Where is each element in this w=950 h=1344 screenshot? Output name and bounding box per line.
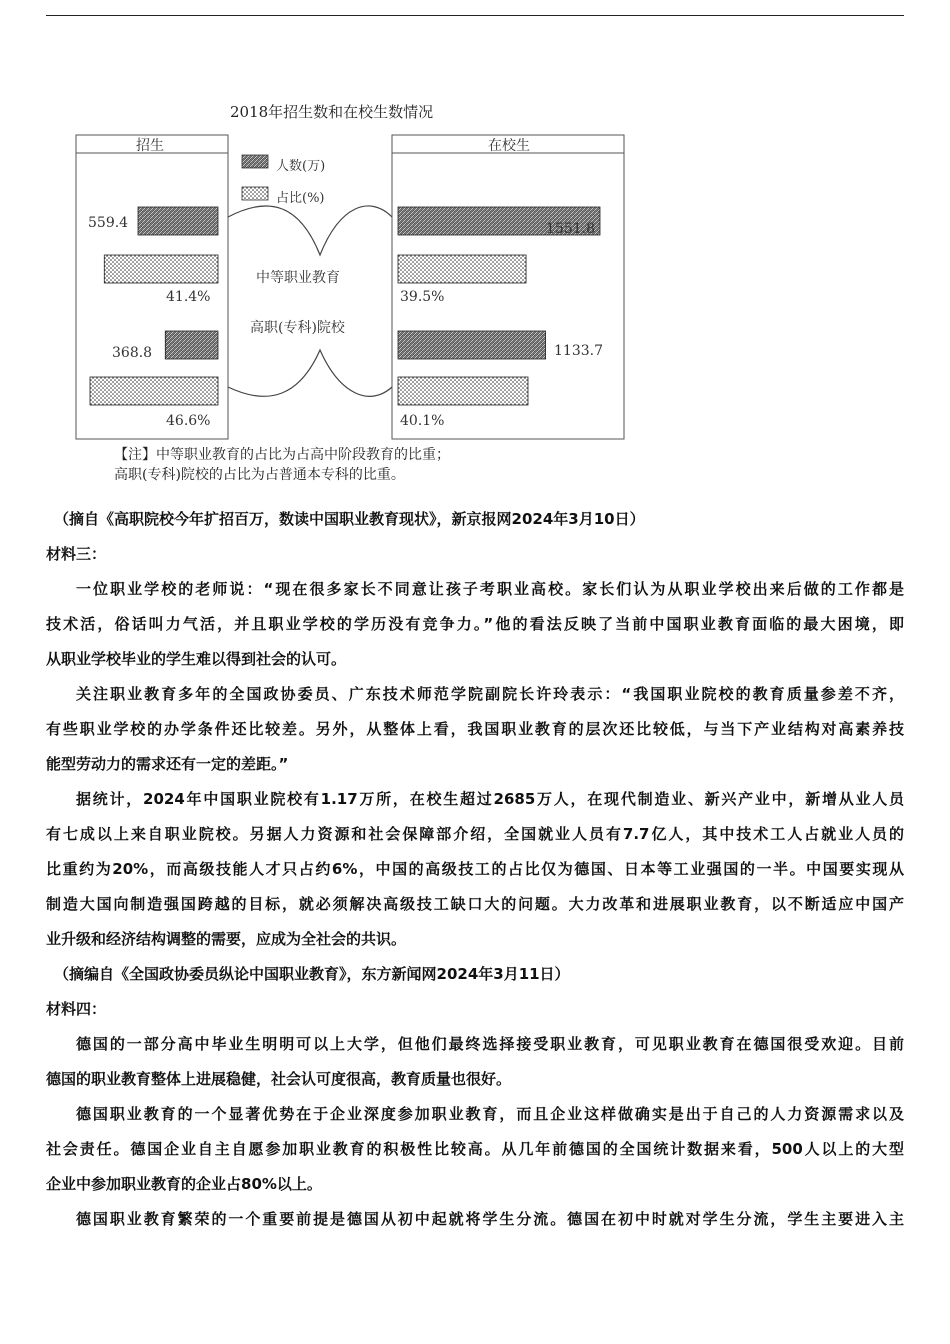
paragraph-line: 企业中参加职业教育的企业占80%以上。 <box>46 1175 322 1193</box>
data-label-student-pct-2: 40.1% <box>400 413 445 429</box>
legend-swatch-count <box>242 155 268 168</box>
bar-student-count-2 <box>398 331 546 359</box>
bar-student-pct-1 <box>398 255 526 283</box>
paragraph-line: 关注职业教育多年的全国政协委员、广东技术师范学院副院长许玲表示：“我国职业院校的教育质量参差不齐， <box>76 685 904 703</box>
bar-enroll-count-2 <box>165 331 218 359</box>
bar-enroll-pct-1 <box>104 255 218 283</box>
paragraph-line: 有些职业学校的办学条件还比较差。另外，从整体上看，我国职业教育的层次还比较低，与当下产业结构对高素养技 <box>46 720 904 738</box>
data-label-student-pct-1: 39.5% <box>400 289 445 305</box>
paragraph-line: 技术活，俗话叫力气活，并且职业学校的学历没有竞争力。”他的看法反映了当前中国职业教育面临的最大困境，即 <box>46 615 904 633</box>
paragraph-line: 从职业学校毕业的学生难以得到社会的认可。 <box>46 650 347 668</box>
legend-label-count: 人数(万) <box>276 159 326 174</box>
paragraph-line: 德国的一部分高中毕业生明明可以上大学，但他们最终选择接受职业教育，可见职业教育在德国很受欢迎。目前 <box>76 1035 904 1053</box>
citation-line: （摘编自《全国政协委员纵论中国职业教育》，东方新闻网2024年3月11日） <box>54 965 570 983</box>
bar-enroll-pct-2 <box>90 377 218 405</box>
paragraph-line: 德国的职业教育整体上进展稳健，社会认可度很高，教育质量也很好。 <box>46 1070 512 1088</box>
paragraph-line: 制造大国向制造强国跨越的目标，就必须解决高级技工缺口大的问题。大力改革和进展职业教育，以不断适应中国产 <box>46 895 904 913</box>
paragraph-line: 能型劳动力的需求还有一定的差距。” <box>46 755 289 773</box>
paragraph-line: 业升级和经济结构调整的需要，应成为全社会的共识。 <box>46 930 407 948</box>
section-heading-material-4: 材料四： <box>46 1000 107 1018</box>
paragraph-line: 比重约为20%，而高级技能人才只占约6%，中国的高级技工的占比仅为德国、日本等工业强国的一半。中国要实现从 <box>46 860 904 878</box>
chart-graphics <box>70 95 630 495</box>
data-label-enroll-count-2: 368.8 <box>112 345 153 361</box>
connector-curves-bottom <box>228 350 392 396</box>
chart-title: 2018年招生数和在校生数情况 <box>230 103 434 121</box>
category-label-secondary: 中等职业教育 <box>256 270 340 286</box>
connector-curves-top <box>228 206 392 255</box>
paragraph-line: 德国职业教育的一个显著优势在于企业深度参加职业教育，而且企业这样做确实是出于自己的人力资源需求以及 <box>76 1105 904 1123</box>
chart-note-line-2: 高职(专科)院校的占比为占普通本专科的比重。 <box>114 467 405 483</box>
data-label-student-count-2: 1133.7 <box>554 343 603 359</box>
data-label-enroll-pct-2: 46.6% <box>166 413 211 429</box>
bar-student-pct-2 <box>398 377 528 405</box>
paragraph-line: 社会责任。德国企业自主自愿参加职业教育的积极性比较高。从几年前德国的全国统计数据来看，500人以上的大型 <box>46 1140 904 1158</box>
data-label-enroll-pct-1: 41.4% <box>166 289 211 305</box>
panel-right-title: 在校生 <box>488 138 530 154</box>
panel-left-title: 招生 <box>136 138 164 154</box>
paragraph-line: 德国职业教育繁荣的一个重要前提是德国从初中起就将学生分流。德国在初中时就对学生分流，学生主要进入主 <box>76 1210 904 1228</box>
chart-note-line-1: 【注】中等职业教育的占比为占高中阶段教育的比重； <box>114 447 450 463</box>
legend-swatch-pct <box>242 187 268 200</box>
paragraph-line: 一位职业学校的老师说：“现在很多家长不同意让孩子考职业高校。家长们认为从职业学校出来后做的工作都是 <box>76 580 904 598</box>
category-label-higher: 高职(专科)院校 <box>250 320 345 336</box>
document-body <box>46 500 904 1344</box>
legend-label-pct: 占比(%) <box>276 191 325 206</box>
bar-enroll-count-1 <box>138 207 218 235</box>
header-rule <box>46 15 904 16</box>
paragraph-line: 据统计，2024年中国职业院校有1.17万所，在校生超过2685万人，在现代制造业、新兴产业中，新增从业人员 <box>76 790 904 808</box>
data-label-student-count-1: 1551.8 <box>546 221 595 237</box>
enrollment-figure <box>70 95 630 495</box>
citation-line: （摘自《高职院校今年扩招百万，数读中国职业教育现状》，新京报网2024年3月10日） <box>54 510 645 528</box>
data-label-enroll-count-1: 559.4 <box>88 215 129 231</box>
section-heading-material-3: 材料三： <box>46 545 107 563</box>
paragraph-line: 有七成以上来自职业院校。另据人力资源和社会保障部介绍，全国就业人员有7.7亿人，其中技术工人占就业人员的 <box>46 825 904 843</box>
